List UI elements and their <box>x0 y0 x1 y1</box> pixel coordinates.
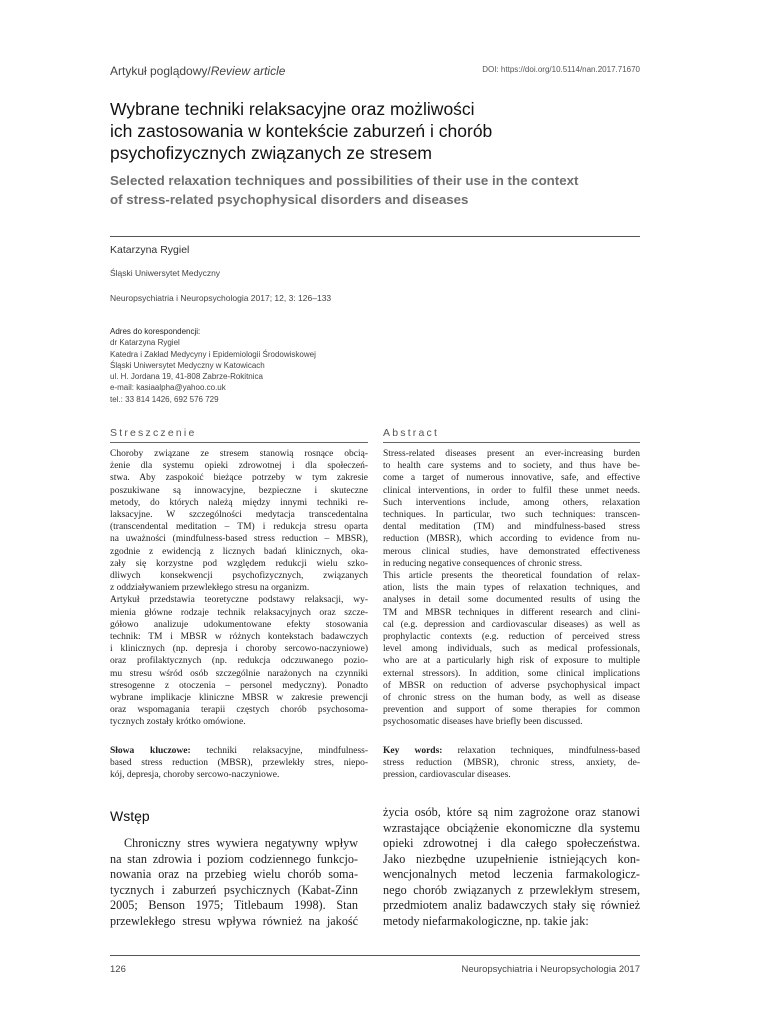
text-line: z oddziaływaniem przewlekłego stresu na organizm. <box>110 583 310 594</box>
streszczenie-text <box>110 448 368 729</box>
text-line: na uważności (mindfulness-based stress reduction – MBSR), <box>110 534 368 545</box>
correspondence-line: ul. H. Jordana 19, 41-808 Zabrze-Rokitnica <box>110 372 263 382</box>
text-line: external stressors). In addition, some clinical implications <box>383 668 640 679</box>
text-line: dental meditation (TM) and mindfulness-based stress <box>383 522 640 533</box>
text-line: merous clinical studies, have demonstrated effectiveness <box>383 546 640 557</box>
correspondence-heading: Adres do korespondencji: <box>110 327 201 336</box>
article-type-pl: Artykuł poglądowy/ <box>110 64 211 78</box>
title-polish <box>110 98 650 164</box>
abstract-heading: Abstract <box>383 427 440 439</box>
author-name: Katarzyna Rygiel <box>110 244 190 256</box>
intro-left-column <box>110 836 358 929</box>
body-line: tycznych i zaburzeń psychicznych (Kabat-Zinn <box>110 882 358 897</box>
text-line: prevention and support of some therapies for common <box>383 705 640 716</box>
body-line: na stan zdrowia i poziom codziennego funkcjo- <box>110 851 358 866</box>
text-line: dliwych konsekwencji psychofizycznych, związanych <box>110 571 368 582</box>
text-line: (transcendental meditation – TM) i redukcja stresu oparta <box>110 522 368 533</box>
correspondence-line: Katedra i Zakład Medycyny i Epidemiologii Środowiskowej <box>110 349 316 359</box>
body-line: Jako niezbędne uzupełnienie istniejących kon- <box>383 851 640 866</box>
doi-link[interactable]: DOI: https://doi.org/10.5114/nan.2017.71670 <box>482 65 640 74</box>
title-en-line: of stress-related psychophysical disorders and diseases <box>110 192 469 207</box>
text-line: come a target of numerous innovative, safe, and effective <box>383 473 640 484</box>
text-line: TM and MBSR techniques in different research and clini- <box>383 607 640 618</box>
text-line: in reducing negative consequences of chronic stress. <box>383 558 583 569</box>
text-line: Stress-related diseases present an ever-increasing burden <box>383 449 640 459</box>
title-pl-line: Wybrane techniki relaksacyjne oraz możliwości <box>110 99 475 119</box>
journal-footer: Neuropsychiatria i Neuropsychologia 2017 <box>461 964 640 975</box>
text-line: of chronic stress on the human body, as well as disease <box>383 693 640 704</box>
text-line-italic <box>110 521 368 533</box>
keywords-line: based stress reduction (MBSR), przewlekły stres, niepo- <box>110 758 368 769</box>
text-line: This article presents the theoretical foundation of relax- <box>383 571 640 582</box>
text-line: clinical interventions, in order to fulfil these unmet needs. <box>383 485 640 496</box>
text-line: oraz wspomagania terapii częstych chorób psychosoma- <box>110 705 368 716</box>
title-pl-line: ich zastosowania w kontekście zaburzeń i chorób <box>110 121 493 141</box>
correspondence-line: dr Katarzyna Rygiel <box>110 338 180 348</box>
streszczenie-rule <box>110 442 368 443</box>
body-line: opieki zdrowotnej i dla całego społeczeństwa. <box>383 836 640 850</box>
text-line: wybrane implikacje kliniczne MBSR w zakresie prewencji <box>110 693 368 704</box>
text-line: level among individuals, such as medical professionals, <box>383 644 640 655</box>
correspondence-phone: tel.: 33 814 1426, 692 576 729 <box>110 394 219 404</box>
text-line: Artykuł przedstawia teoretyczne podstawy relaksacji, wy- <box>110 595 368 606</box>
text-line: tycznych zostały krótko omówione. <box>110 717 246 728</box>
streszczenie-keywords <box>110 745 368 782</box>
article-type <box>110 64 285 78</box>
correspondence-line: Śląski Uniwersytet Medyczny w Katowicach <box>110 360 265 370</box>
correspondence-email[interactable]: e-mail: kasiaalpha@yahoo.co.uk <box>110 383 226 393</box>
abstract-rule <box>383 442 640 443</box>
title-english <box>110 171 650 209</box>
text-line: technik: TM i MBSR w różnych kontekstach badawczych <box>110 632 368 643</box>
keywords-line <box>383 745 640 757</box>
text-line: żenie dla systemu opieki zdrowotnej i dla społeczeń- <box>110 461 368 472</box>
text-line: mienia główne rodzaje technik relaksacyjnych oraz szcze- <box>110 607 368 618</box>
text-line: stresogenne z otoczenia – personel medyczny). Ponadto <box>110 680 368 691</box>
citation: Neuropsychiatria i Neuropsychologia 2017; 12, 3: 126–133 <box>110 293 332 303</box>
body-line: nowania oraz na przebieg wielu chorób soma- <box>110 867 358 881</box>
title-en-line: Selected relaxation techniques and possibilities of their use in the context <box>110 173 579 188</box>
abstract-keywords <box>383 745 640 782</box>
keywords-line: kój, depresja, choroby sercowo-naczyniowe. <box>110 770 280 781</box>
body-line: 2005; Benson 1975; Titlebaum 1998). Stan <box>110 898 358 912</box>
text-line: analyses in detail some documented results of using the <box>383 595 640 606</box>
keywords-line <box>110 745 368 757</box>
text-line: to health care systems and to society, and thus have be- <box>383 461 640 472</box>
text-line: gółowo analizuje udokumentowane efekty stosowania <box>110 619 368 630</box>
text-line: prophylactic contexts (e.g. reduction of perceived stress <box>383 632 640 643</box>
keywords-label: Słowa kluczowe: <box>110 746 191 756</box>
text-line: psychosomatic diseases have briefly been discussed. <box>383 717 583 728</box>
text-line: stwa. Aby zaspokoić bieżące potrzeby w tym zakresie <box>110 473 368 484</box>
body-line: metody niefarmakologiczne, np. takie jak: <box>383 913 589 928</box>
title-pl-line: psychofizycznych związanych ze stresem <box>110 143 432 163</box>
text-line: techniques. In particular, two such techniques: transcen- <box>383 510 640 521</box>
text-line: who are at a particularly high risk of exposure to multiple <box>383 656 640 667</box>
correspondence-block <box>110 326 316 405</box>
streszczenie-heading: Streszczenie <box>110 427 197 439</box>
intro-right-column <box>383 805 640 929</box>
text-line: zały się korzystne pod względem redukcji wielu szko- <box>110 558 368 569</box>
keywords-text: techniki relaksacyjne, mindfulness- <box>206 746 368 756</box>
text-line: of MBSR on reduction of adverse psychophysical impact <box>383 680 640 691</box>
body-line: życia osób, które są nim zagrożone oraz stanowi <box>383 805 640 819</box>
text-line: Choroby związane ze stresem stanowią rosnące obcią- <box>110 449 368 459</box>
text-line: oraz profilaktycznych (np. redukcja odczuwanego pozio- <box>110 656 368 667</box>
body-line: wencjonalnych metod leczenia farmakologicz- <box>383 867 640 881</box>
body-line: wzrastające obciążenie ekonomiczne dla systemu <box>383 820 640 835</box>
keywords-line: stress reduction (MBSR), chronic stress, anxiety, de- <box>383 758 640 769</box>
body-line: Chroniczny stres wywiera negatywny wpływ <box>124 836 358 850</box>
text-line: Such interventions include, among others, relaxation <box>383 497 640 508</box>
keywords-label: Key words: <box>383 746 443 756</box>
body-line: przedmiotem analiz badawczych stały się również <box>383 898 640 912</box>
abstract-text <box>383 448 640 729</box>
section-heading-intro: Wstęp <box>110 808 150 824</box>
body-line: nego chorób związanych z przewlekłym stresem, <box>383 882 640 897</box>
keywords-line: pression, cardiovascular diseases. <box>383 770 511 781</box>
keywords-text: relaxation techniques, mindfulness-based <box>457 746 641 756</box>
text-line: ation, lists the main types of relaxation techniques, and <box>383 583 640 594</box>
article-type-en: Review article <box>210 64 286 78</box>
text-line: zgodnie z ewidencją z licznych badań klinicznych, oka- <box>110 546 368 557</box>
text-line: metody, do których należą między innymi techniki re- <box>110 497 368 508</box>
title-divider <box>110 236 640 237</box>
text-line: i klinicznych (np. depresja i choroby sercowo-naczyniowe) <box>110 644 368 655</box>
affiliation: Śląski Uniwersytet Medyczny <box>110 268 221 278</box>
text-line: mu stresu wśród osób szczególnie narażonych na czynniki <box>110 668 368 679</box>
text-line: reduction (MBSR), which according to evidence from nu- <box>383 534 640 545</box>
text-line: poszukiwane są innowacyjne, bezpieczne i skuteczne <box>110 485 368 496</box>
footer-divider <box>110 955 640 956</box>
text-line: laksacyjne. W szczególności medytacja transcedentalna <box>110 510 368 521</box>
body-line: przewlekłego stresu wpływa również na jakość <box>110 913 358 928</box>
text-line: cal (e.g. depression and cardiovascular diseases) as well as <box>383 619 640 630</box>
page-number: 126 <box>110 964 126 975</box>
